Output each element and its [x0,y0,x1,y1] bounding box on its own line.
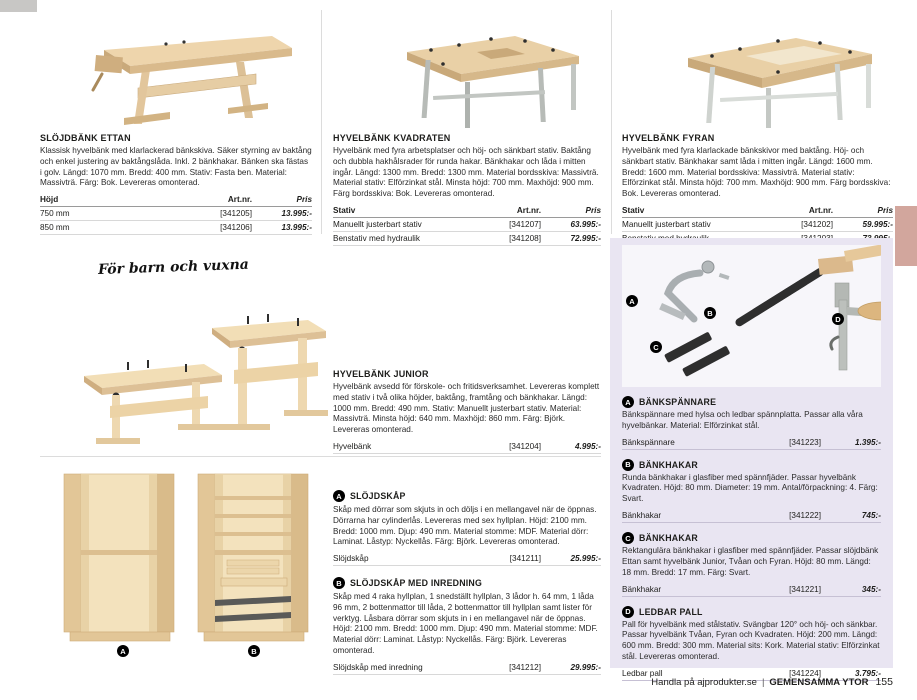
product-section-slojdskap-inredning [333,577,601,675]
table-header: Pris [252,194,312,207]
article-number: [341211] [509,554,541,564]
column-divider [611,10,612,234]
variant-label: 850 mm [40,221,194,235]
table-row [40,221,312,235]
product-title: HYVELBÄNK FYRAN [622,133,715,143]
footer-separator: | [761,677,765,688]
letter-marker: A [333,490,345,502]
workbench-kvadraten-illustration [339,12,595,130]
accessory-section-bankhakar-rektangulara [622,532,881,596]
accessories-panel [610,238,893,678]
product-section-kvadraten [333,8,601,246]
price-table-ettan [40,194,312,235]
variant-label: Slöjdskåp med inredning [333,662,423,672]
junior-image-block [36,258,328,455]
price-row [622,583,881,597]
article-number: [341224] [789,668,821,678]
section-divider [40,456,601,457]
product-title: SLÖJDSKÅP [350,491,406,501]
product-image-junior [36,278,328,455]
variant-label: Benstativ med hydraulik [333,232,483,246]
price: 745:- [861,511,881,521]
footer-section-name: GEMENSAMMA YTOR [769,677,869,688]
variant-label: Slöjdskåp [333,554,369,564]
price: 29.995:- [570,662,601,672]
price-row [622,509,881,523]
accessory-section-bankhakar-runda [622,459,881,523]
section-heading [333,490,601,502]
variant-label: Ledbar pall [622,668,663,678]
product-description: Skåp med 4 raka hyllplan, 1 snedställt hyllplan, 3 lådor h. 64 mm, 1 låda 96 mm, 2 bottenmattor till låda, 2 bottenmattor till hyllplan samt lister för verktyg. Låsbara dörrar som skjuts in i en mellangavel när de öppnas. Höjd: 2100 mm. Bredd: 1000 mm. Djup: 490 mm. Material stomme: MDF. Material dörr: Laminat. Låstyp: Nyckellås. Färg: Björk. Levereras omonterad. [333,592,598,656]
variant-label: Bänkhakar [622,511,662,521]
section-heading [622,459,881,471]
letter-marker: A [622,396,634,408]
product-section-junior [333,366,601,454]
product-title: SLÖJDSKÅP MED INREDNING [350,578,483,588]
article-number: [341205] [194,207,252,221]
article-number: [341208] [483,232,541,246]
table-header: Art.nr. [194,194,252,207]
footer-shop-text: Handla på ajprodukter.se [651,677,757,688]
price: 345:- [861,584,881,594]
price-table-kvadraten [333,205,601,246]
price-row-slojdskap-inredning [333,661,601,675]
variant-label: 750 mm [40,207,194,221]
variant-label: Manuellt justerbart stativ [622,218,775,232]
cabinet-marker-a: A [117,645,129,657]
accessory-title: LEDBAR PALL [639,606,703,617]
letter-marker: B [622,459,634,471]
accessory-description: Bänkspännare med hylsa och ledbar spännplatta. Passar alla våra hyvelbänkar. Material: Elförzinkat stål. [622,410,863,430]
price-row [622,436,881,450]
product-description: Klassisk hyvelbänk med klarlackerad bänkskiva. Säker styrning av baktång och enkel justering av baktångslåda. Inkl. 2 bänkhakar. Bänken ska fästas i golv. Längd: 1070 mm. Bredd: 400 mm. Stativ: Fasta ben. Material: Massivträ. Färg: Bok. Levereras omonterad. [40,146,312,188]
product-image-ettan [40,8,312,130]
product-title: SLÖJDBÄNK ETTAN [40,133,131,143]
table-row [40,207,312,221]
price: 59.995:- [833,218,893,232]
price: 25.995:- [570,554,601,564]
table-header: Stativ [622,205,775,218]
variant-label: Manuellt justerbart stativ [333,218,483,232]
price: 63.995:- [541,218,601,232]
table-header: Stativ [333,205,483,218]
article-number: [341206] [194,221,252,235]
section-heading [622,606,881,618]
price: 4.995:- [575,442,601,452]
table-row [333,232,601,246]
product-description: Hyvelbänk med fyra klarlackade bänkskivor med baktång. Höj- och sänkbart stativ. Bänkhakar samt låda i mitten ingår. Längd: 1600 mm. Bredd: 1600 mm. Material bordsskiva: Massivträ. Material stativ: Elförzinkat stål. Minsta höjd: 700 mm. Maxhöjd: 900 mm. Färg bordsskiva: Bok. Levereras omonterad. [622,146,891,199]
article-number: [341221] [789,584,821,594]
accessory-description: Pall för hyvelbänk med stålstativ. Svängbar 120° och höj- och sänkbar. Passar hyvelbänk Tvåan, Fyran och Kvadraten. Höjd: 200 mm. Längd: 600 mm. Bredd: 300 mm. Material sits: Kork. Material stativ: Elförzinkat stål. Levereras omonterad. [622,619,880,662]
page-edge-tab [895,206,917,266]
workbench-junior-illustration [36,278,328,450]
table-header: Art.nr. [775,205,833,218]
handwritten-tagline: För barn och vuxna [97,256,250,279]
accessory-title: BÄNKHAKAR [639,533,698,544]
cabinet-marker-b: B [248,645,260,657]
accessory-description: Rektangulära bänkhakar i glasfiber med spännfjäder. Passar slöjdbänk Ettan samt hyvelbänk Junior, Tvåan och Fyran. Höjd: 80 mm. Längd: 18 mm. Bredd: 17 mm. Färg: Svart. [622,546,879,577]
workbench-fyran-illustration [628,12,888,130]
table-header: Art.nr. [483,205,541,218]
section-heading [622,532,881,544]
product-title: HYVELBÄNK KVADRATEN [333,133,451,143]
variant-label: Bänkhakar [622,584,662,594]
product-section-fyran [622,8,893,246]
column-divider [321,10,322,234]
product-image-cabinets [36,466,336,647]
accessories-collage-image [622,245,881,387]
article-number: [341223] [789,437,821,447]
product-image-fyran [622,8,893,130]
letter-marker: C [622,532,634,544]
workbench-ettan-illustration [46,12,306,130]
accessory-section-bankspannare [622,396,881,450]
table-row [622,218,893,232]
price: 13.995:- [252,207,312,221]
price-row-slojdskap [333,552,601,566]
collage-marker-b: B [704,307,716,319]
product-description: Hyvelbänk med fyra arbetsplatser och höj- och sänkbart stativ. Baktång och dubbla hakhålsrader för runda hakar. Bänkhakar och låda i mitten ingår. Längd: 1300 mm. Bredd: 1300 mm. Material bordsskiva: Massivträ. Material stativ: Elförzinkat stål. Minsta höjd: 700 mm. Maxhöjd: 900 mm. Färg bordsskiva: Bok. Levereras omonterad. [333,146,599,199]
collage-marker-d: D [832,313,844,325]
page-corner-artifact [0,0,37,12]
section-heading [622,396,881,408]
article-number: [341202] [775,218,833,232]
price: 13.995:- [252,221,312,235]
product-image-kvadraten [333,8,601,130]
price: 72.995:- [541,232,601,246]
product-section-ettan [40,8,312,235]
article-number: [341204] [509,442,541,452]
product-section-slojdskap [333,490,601,566]
page-footer [651,676,893,688]
product-description: Skåp med dörrar som skjuts in och döljs i en mellangavel när de öppnas. Dörrarna har cylinderlås. Levereras med sex hyllplan. Höjd: 2100 mm. Bredd: 1000 mm. Djup: 490 mm. Material stomme: MDF. Material dörr: Laminat. Låstyp: Nyckellås. Färg: Björk. Levereras omonterad. [333,505,597,547]
product-title: HYVELBÄNK JUNIOR [333,369,429,379]
table-header: Pris [541,205,601,218]
product-description: Hyvelbänk avsedd för förskole- och fritidsverksamhet. Levereras komplett med stativ i två olika höjder, baktång, framtång och bänkhakar. Längd: 1000 mm. Bredd: 490 mm. Stativ: Manuellt justerbart stativ. Material: Massivträ. Minsta höjd: 640 mm. Maxhöjd: 860 mm. Färg: Björk. Levereras omonterad. [333,382,600,435]
article-number: [341212] [509,662,541,672]
accessory-title: BÄNKSPÄNNARE [639,397,717,407]
page-number: 155 [875,676,893,688]
table-header: Pris [833,205,893,218]
table-header: Höjd [40,194,194,207]
letter-marker: D [622,606,634,618]
collage-marker-c: C [650,341,662,353]
cabinets-illustration [36,466,336,642]
accessory-title: BÄNKHAKAR [639,459,698,470]
section-heading [333,577,601,589]
article-number: [341222] [789,511,821,521]
accessory-description: Runda bänkhakar i glasfiber med spännfjäder. Passar hyvelbänk Kvadraten. Höjd: 80 mm. Diameter: 19 mm. Antal/förpackning: 4. Färg: Svart. [622,472,878,504]
price-row-junior [333,440,601,454]
collage-marker-a: A [626,295,638,307]
price: 3.795:- [855,668,881,678]
article-number: [341207] [483,218,541,232]
letter-marker: B [333,577,345,589]
table-row [333,218,601,232]
variant-label: Bänkspännare [622,437,675,447]
price: 1.395:- [855,437,881,447]
variant-label: Hyvelbänk [333,442,372,452]
accessory-section-ledbar-pall [622,606,881,681]
